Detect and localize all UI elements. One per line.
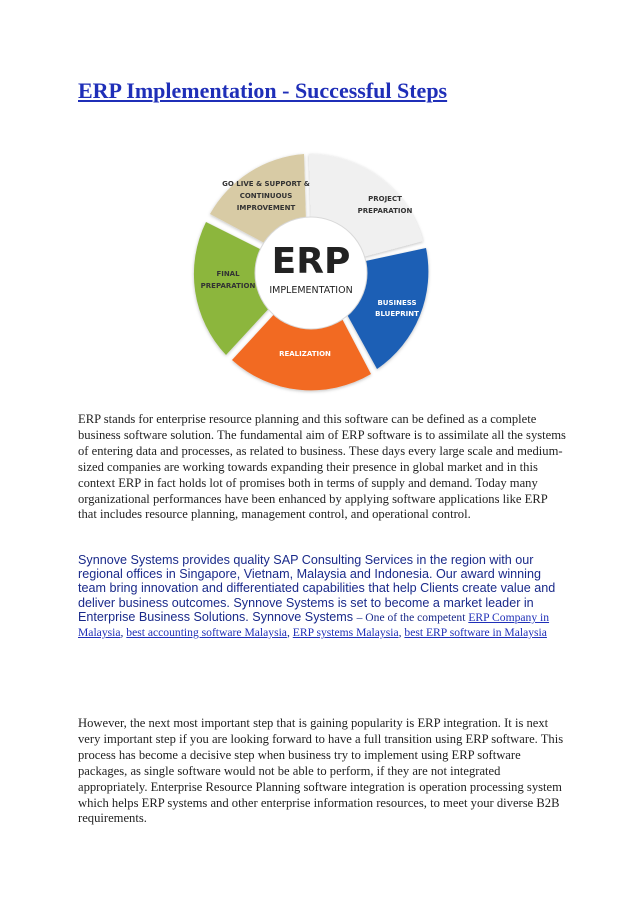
stage-label-final-preparation-1: FINAL bbox=[216, 270, 240, 278]
link-separator: , bbox=[120, 626, 127, 640]
stage-label-project-preparation-2: PREPARATION bbox=[357, 207, 413, 215]
synnove-text: Synnove Systems provides quality SAP Consulting Services in the region with our regional offices in Singapore, Vietnam, Malaysia and Indonesia. Our award winning team bring innovation and differentiated capabilities that help Clients create value and deliver business outcomes. Synnove Systems is set to become a market leader in Enterprise Business Solutions. Synnove Systems bbox=[78, 553, 556, 624]
erp-systems-malaysia-link[interactable]: ERP systems Malaysia bbox=[292, 626, 399, 640]
stage-label-business-blueprint-1: BUSINESS bbox=[377, 299, 417, 307]
best-accounting-software-link[interactable]: best accounting software Malaysia bbox=[126, 626, 287, 640]
stage-label-project-preparation-1: PROJECT bbox=[368, 195, 402, 203]
stage-label-go-live-2: CONTINUOUS bbox=[239, 192, 293, 200]
erp-definition-paragraph: ERP stands for enterprise resource planning and this software can be defined as a complete business software solution. The fundamental aim of ERP software is to assimilate all the systems of entering data and processes, as related to business. These days every large scale and medium-sized companies are working towards expanding their presence in global market and in this context ERP in fact holds lot of promises both in terms of supply and demand. Today many organizational performances have been enhanced by applying software applications like ERP that includes resource planning, management control, and operational control. bbox=[78, 412, 566, 522]
stage-label-go-live-3: IMPROVEMENT bbox=[236, 204, 296, 212]
page-title: ERP Implementation - Successful Steps bbox=[78, 78, 448, 103]
stage-label-final-preparation-2: PREPARATION bbox=[200, 282, 256, 290]
stage-label-go-live-1: GO LIVE & SUPPORT & bbox=[222, 180, 310, 188]
synnove-lead-text: – One of the competent bbox=[356, 610, 469, 624]
stage-label-business-blueprint-2: BLUEPRINT bbox=[375, 310, 419, 318]
link-separator: , bbox=[398, 626, 405, 640]
stage-label-realization: REALIZATION bbox=[279, 350, 331, 358]
erp-company-malaysia-link[interactable]: ERP Company in Malaysia bbox=[78, 610, 550, 640]
center-title: ERP bbox=[271, 241, 351, 282]
center-subtitle: IMPLEMENTATION bbox=[269, 285, 353, 296]
link-separator: , bbox=[286, 626, 293, 640]
erp-implementation-diagram bbox=[186, 142, 436, 402]
erp-integration-paragraph: However, the next most important step that is gaining popularity is ERP integration. It is next very important step if you are looking forward to have a full transition using ERP software. This process has become a decisive step when business try to implement using ERP software packages, as single software would not be able to perform, if they are not integrated appropriately. Enterprise Resource Planning software integration is operation processing system which helps ERP systems and other enterprise information resources, to meet your diverse B2B requirements. bbox=[78, 716, 564, 826]
synnove-paragraph bbox=[78, 553, 566, 640]
best-erp-software-link[interactable]: best ERP software in Malaysia bbox=[404, 626, 547, 640]
